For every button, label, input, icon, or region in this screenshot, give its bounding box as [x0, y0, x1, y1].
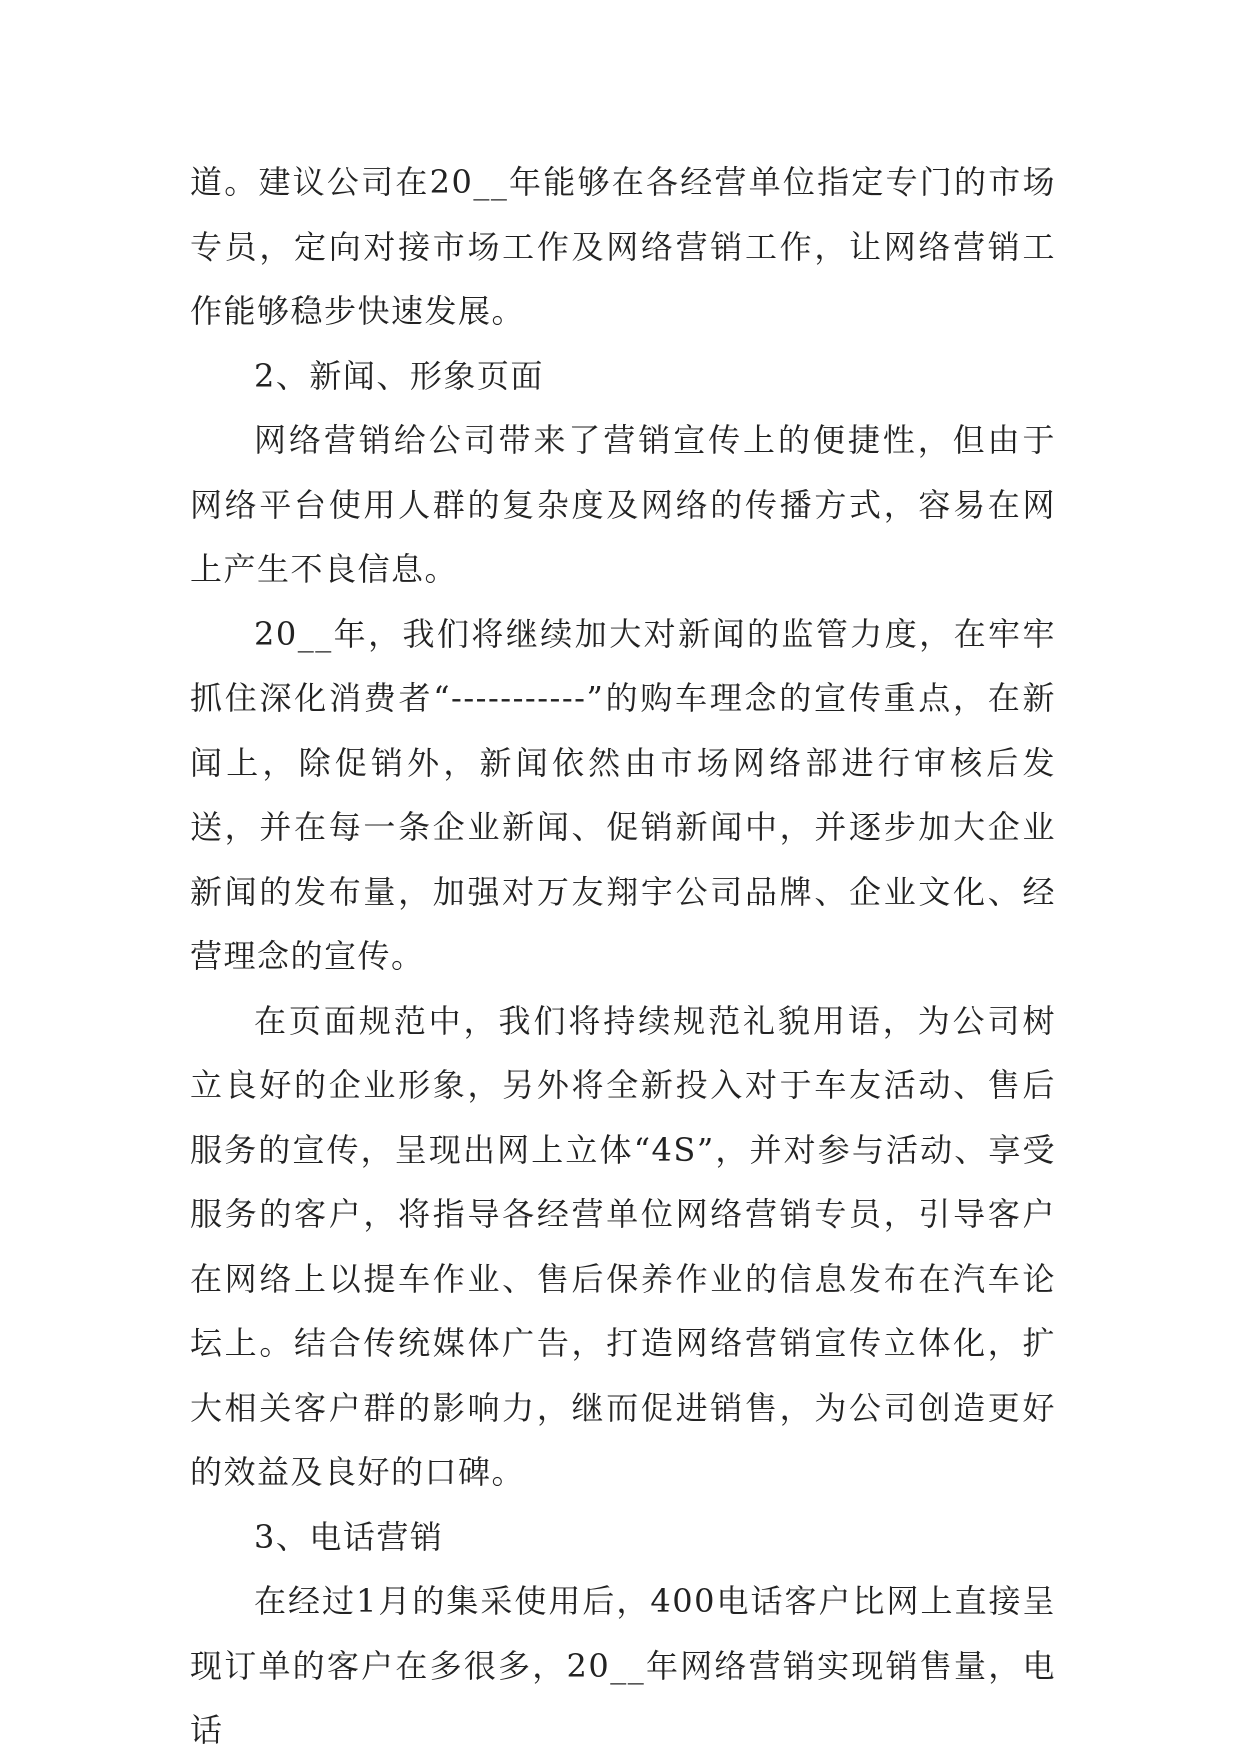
paragraph-network-marketing-convenience: 网络营销给公司带来了营销宣传上的便捷性，但由于网络平台使用人群的复杂度及网络的传播方式，容易在网上产生不良信息。: [190, 421, 1056, 588]
paragraph-continued: 道。建议公司在20__年能够在各经营单位指定专门的市场专员，定向对接市场工作及网络营销工作，让网络营销工作能够稳步快速发展。: [190, 163, 1056, 330]
paragraph-phone-marketing: 在经过1月的集采使用后，400电话客户比网上直接呈现订单的客户在多很多，20__年网络营销实现销售量，电话: [190, 1582, 1056, 1749]
section-heading-news-image-page: 2、新闻、形象页面: [254, 356, 544, 395]
section-heading-phone-marketing: 3、电话营销: [254, 1517, 444, 1556]
document-body: [190, 150, 1056, 1763]
paragraph-page-standards: 在页面规范中，我们将持续规范礼貌用语，为公司树立良好的企业形象，另外将全新投入对于车友活动、售后服务的宣传，呈现出网上立体“4S”，并对参与活动、享受服务的客户，将指导各经营单位网络营销专员，引导客户在网络上以提车作业、售后保养作业的信息发布在汽车论坛上。结合传统媒体广告，打造网络营销宣传立体化，扩大相关客户群的影响力，继而促进销售，为公司创造更好的效益及良好的口碑。: [190, 1001, 1056, 1491]
paragraph-news-supervision: 20__年，我们将继续加大对新闻的监管力度，在牢牢抓住深化消费者“-----------”的购车理念的宣传重点，在新闻上，除促销外，新闻依然由市场网络部进行审核后发送，并在每一条企业新闻、促销新闻中，并逐步加大企业新闻的发布量，加强对万友翔宇公司品牌、企业文化、经营理念的宣传。: [190, 614, 1056, 975]
